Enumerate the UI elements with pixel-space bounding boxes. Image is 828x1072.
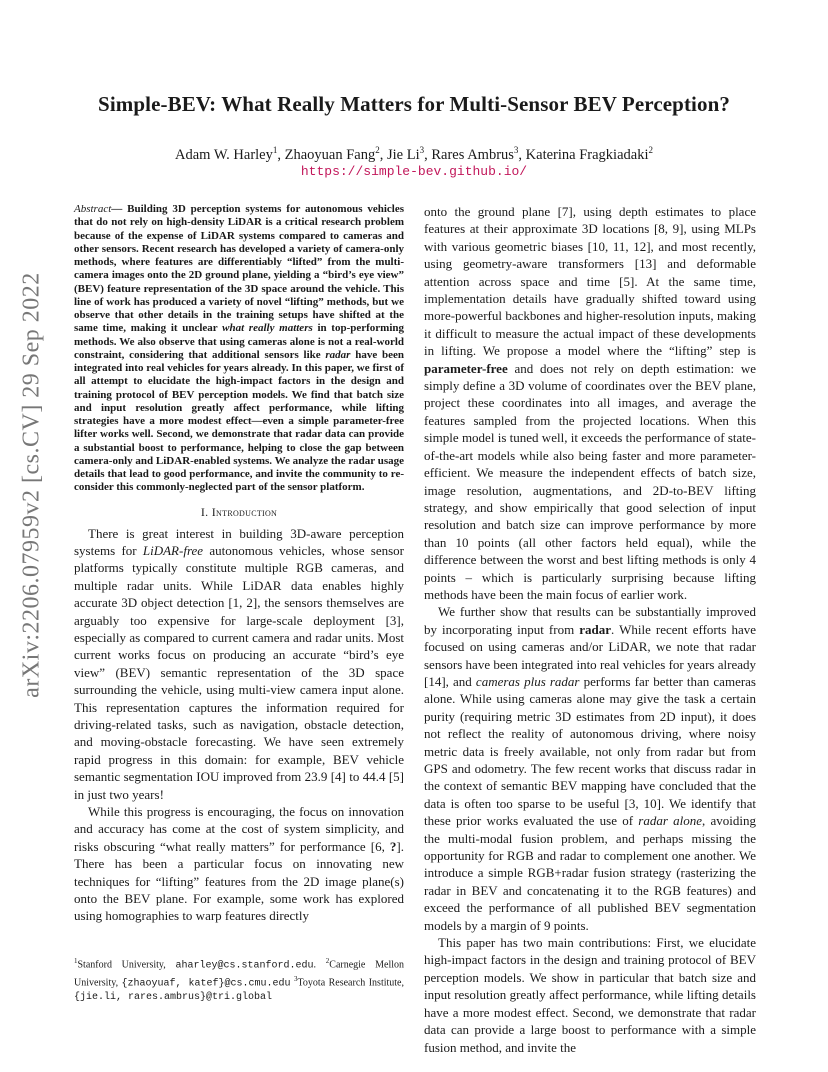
email-address: {jie.li, rares.ambrus}@tri.global: [74, 991, 273, 1003]
section-title: Introduction: [211, 504, 278, 519]
abstract-text: in top-performing methods. We also observe that using cameras alone is not a real-world constraint, considering that additional sensors like: [74, 322, 404, 361]
author-name: Zhaoyuan Fang: [284, 146, 376, 163]
arxiv-identifier: arXiv:2206.07959v2 [cs.CV] 29 Sep 2022: [18, 272, 45, 698]
section-heading: [74, 505, 404, 520]
author-affiliation: 3: [513, 145, 519, 155]
abstract-text: have been integrated into real vehicles for years already. In this paper, we first of all attempt to elucidate the high-impact factors in the design and training protocol of BEV perception models. We find that batch size and input resolution greatly affect performance, while lifting strategies have a more modest effect—even a simple parameter-free lifter works well. Second, we demonstrate that radar data can provide a substantial boost to performance, helping to close the gap between camera-only and LiDAR-enabled systems. We analyze the radar usage details that lead to good performance, and invite the community to re-consider this commonly-neglected part of the sensor platform.: [74, 348, 404, 494]
abstract-text: — Building 3D perception systems for autonomous vehicles that do not rely on high-density LiDAR is a critical research problem because of the expense of LiDAR systems compared to cameras and other sensors. Recent research has developed a variety of camera-only methods, where features are differentiably “lifted” from the multi-camera images onto the 2D ground plane, yielding a “bird’s eye view” (BEV) feature representation of the 3D space around the vehicle. This line of work has produced a variety of novel “lifting” methods, but we observe that other details in the training setups have shifted at the same time, making it unclear: [74, 203, 404, 335]
email-address: aharley@cs.stanford.edu: [175, 960, 314, 972]
intro-paragraph: This paper has two main contributions: First, we elucidate high-impact factors in the design and training protocol of BEV perception models. We show in particular that batch size and input resolution greatly affect performance, while lifting details have a more modest effect. Second, we demonstrate that radar data can provide a large boost to performance with a simple fusion method, and invite the: [424, 935, 756, 1055]
right-column: [424, 203, 756, 1056]
arxiv-stamp: [12, 272, 52, 698]
abstract-emphasis: what really matters: [222, 322, 313, 335]
author-affiliation: 1: [272, 145, 278, 155]
paper-title: Simple-BEV: What Really Matters for Multi-Sensor BEV Perception?: [98, 92, 730, 116]
affiliation-footnote: $^1$Stanford University, aharley@cs.stanford.edu. $^2$Carnegie Mellon University, {zhaoyuaf, katef}@cs.cmu.edu $^3$Toyota Research Institute, {jie.li, rares.ambrus}@tri.global: [74, 957, 405, 1003]
author-affiliation: 2: [648, 145, 653, 155]
author-affiliation: 3: [419, 145, 425, 155]
intro-paragraph: onto the ground plane [7], using depth estimates to place features at their approximate 3D locations [8, 9], using MLPs with various geometric biases [10, 11, 12], and most recently, using geometry-aware transformers [13] and deformable attention across space and time [5]. At the same time, implementation details have gradually shifted toward using more-powerful backbones and higher-resolution inputs, making it difficult to measure the actual impact of these developments in lifting. We propose a model where the “lifting” step is parameter-free and does not rely on depth estimation: we simply define a 3D volume of coordinates over the BEV plane, project these coordinates into all images, and average the features sampled from the projected locations. When this simple model is tuned well, it exceeds the performance of state-of-the-art models while also being faster and more parameter-efficient. We measure the independent effects of batch size, image resolution, augmentations, and 2D-to-BEV lifting strategy, and show empirically that good selection of input resolution and batch size can improve performance by more than 10 points (all other factors held equal), while the difference between the worst and best lifting methods is only 4 points – which is particularly surprising because lifting methods have been the main focus of earlier work.: [424, 204, 756, 602]
intro-paragraph: While this progress is encouraging, the focus on innovation and accuracy has come at the cost of system simplicity, and risks obscuring “what really matters” for performance [6, ?]. There has been a particular focus on innovating new techniques for “lifting” features from the 2D image plane(s) onto the BEV plane. For example, some work has explored using homographies to warp features directly: [74, 804, 404, 924]
author-name: Rares Ambrus: [431, 146, 514, 163]
abstract-label: Abstract: [74, 203, 112, 215]
author-name: Adam W. Harley: [175, 146, 273, 163]
author-name: Katerina Fragkiadaki: [525, 146, 649, 163]
abstract-emphasis: radar: [325, 348, 351, 361]
author-list: Adam W. Harley$^1$, Zhaoyuan Fang$^2$, Jie Li$^3$, Rares Ambrus$^3$, Katerina Fragkiadaki$^2$: [175, 145, 653, 163]
intro-paragraph: There is great interest in building 3D-aware perception systems for LiDAR-free autonomous vehicles, whose sensor platforms typically constitute multiple RGB cameras, and multiple radar units. While LiDAR data enables highly accurate 3D object detection [1, 2], the sensors themselves are arguably too expensive for large-scale deployment [3], especially as compared to current camera and radar units. Most current works focus on producing an accurate “bird’s eye view” (BEV) semantic representation of the 3D space surrounding the vehicle, using multi-view camera input alone. This representation captures the information required for driving-related tasks, such as navigation, obstacle detection, and moving-obstacle forecasting. We have seen extremely rapid progress in this domain: for example, BEV vehicle semantic segmentation IOU improved from 23.9 [4] to 44.4 [5] in just two years!: [74, 525, 404, 802]
author-name: Jie Li: [386, 146, 420, 163]
intro-paragraph: We further show that results can be substantially improved by incorporating input from radar. While recent efforts have focused on using cameras and/or LiDAR, we note that radar sensors have been integrated into real vehicles for years already [14], and cameras plus radar performs far better than cameras alone. While using cameras alone may give the task a certain purity (requiring metric 3D estimates from 2D input), it does not reflect the reality of autonomous driving, where noisy metric data is freely available, not only from radar but from GPS and odometry. The few recent works that discuss radar in the context of semantic BEV mapping have concluded that the data is often too sparse to be useful [3, 10]. We identify that these prior works evaluated the use of radar alone, avoiding the multi-modal fusion problem, and perhaps missing the opportunity for RGB and radar to complement one another. We introduce a simple RGB+radar fusion strategy (rasterizing the radar in BEV and concatenating it to the RGB features) and exceed the performance of all published BEV segmentation models by a margin of 9 points.: [424, 604, 757, 933]
author-affiliation: 2: [375, 145, 380, 155]
left-column: [74, 203, 404, 925]
project-url-link[interactable]: https://simple-bev.github.io/: [300, 164, 528, 179]
abstract: [74, 203, 404, 495]
section-number: I.: [200, 504, 209, 519]
email-address: {zhaoyuaf, katef}@cs.cmu.edu: [121, 978, 291, 990]
